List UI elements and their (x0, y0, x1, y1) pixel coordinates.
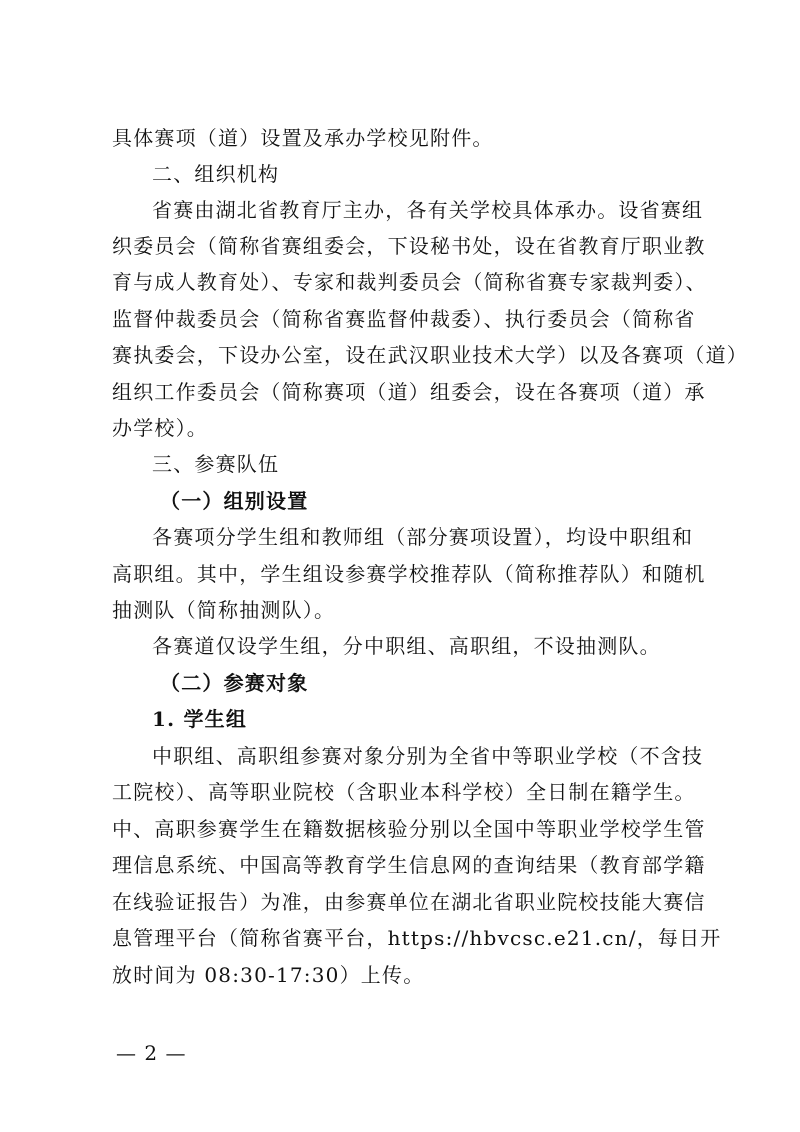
body-line: 赛执委会，下设办公室，设在武汉职业技术大学）以及各赛项（道） (112, 343, 748, 367)
item-heading: 1. 学生组 (152, 707, 248, 731)
page-number: — 2 — (116, 1041, 187, 1065)
section-heading: 三、参赛队伍 (152, 452, 280, 476)
body-line: 省赛由湖北省教育厅主办，各有关学校具体承办。设省赛组 (152, 198, 704, 222)
section-heading: 二、组织机构 (152, 162, 280, 186)
body-line: 抽测队（简称抽测队）。 (112, 598, 336, 622)
body-line: 放时间为 08:30-17:30）上传。 (112, 963, 425, 987)
body-line: 监督仲裁委员会（简称省赛监督仲裁委）、执行委员会（简称省 (112, 307, 696, 331)
body-line: 中职组、高职组参赛对象分别为全省中等职业学校（不含技 (152, 744, 704, 768)
body-line: 织委员会（简称省赛组委会，下设秘书处，设在省教育厅职业教 (112, 234, 706, 258)
subsection-heading: （二）参赛对象 (160, 671, 309, 695)
body-line: 各赛道仅设学生组，分中职组、高职组，不设抽测队。 (152, 634, 661, 658)
body-line: 在线验证报告）为准，由参赛单位在湖北省职业院校技能大赛信 (112, 890, 706, 914)
body-line: 办学校）。 (112, 416, 208, 440)
subsection-heading: （一）组别设置 (160, 489, 309, 513)
body-line: 具体赛项（道）设置及承办学校见附件。 (112, 126, 494, 150)
body-line: 高职组。其中，学生组设参赛学校推荐队（简称推荐队）和随机 (112, 562, 706, 586)
body-line: 育与成人教育处）、专家和裁判委员会（简称省赛专家裁判委）、 (112, 270, 707, 294)
body-line: 中、高职参赛学生在籍数据核验分别以全国中等职业学校学生管 (112, 817, 706, 841)
body-line: 组织工作委员会（简称赛项（道）组委会，设在各赛项（道）承 (112, 380, 706, 404)
body-line: 息管理平台（简称省赛平台，https://hbvcsc.e21.cn/，每日开 (112, 926, 722, 950)
body-line: 理信息系统、中国高等教育学生信息网的查询结果（教育部学籍 (112, 853, 706, 877)
body-line: 各赛项分学生组和教师组（部分赛项设置），均设中职组和 (152, 525, 694, 549)
body-line: 工院校）、高等职业院校（含职业本科学校）全日制在籍学生。 (112, 780, 696, 804)
